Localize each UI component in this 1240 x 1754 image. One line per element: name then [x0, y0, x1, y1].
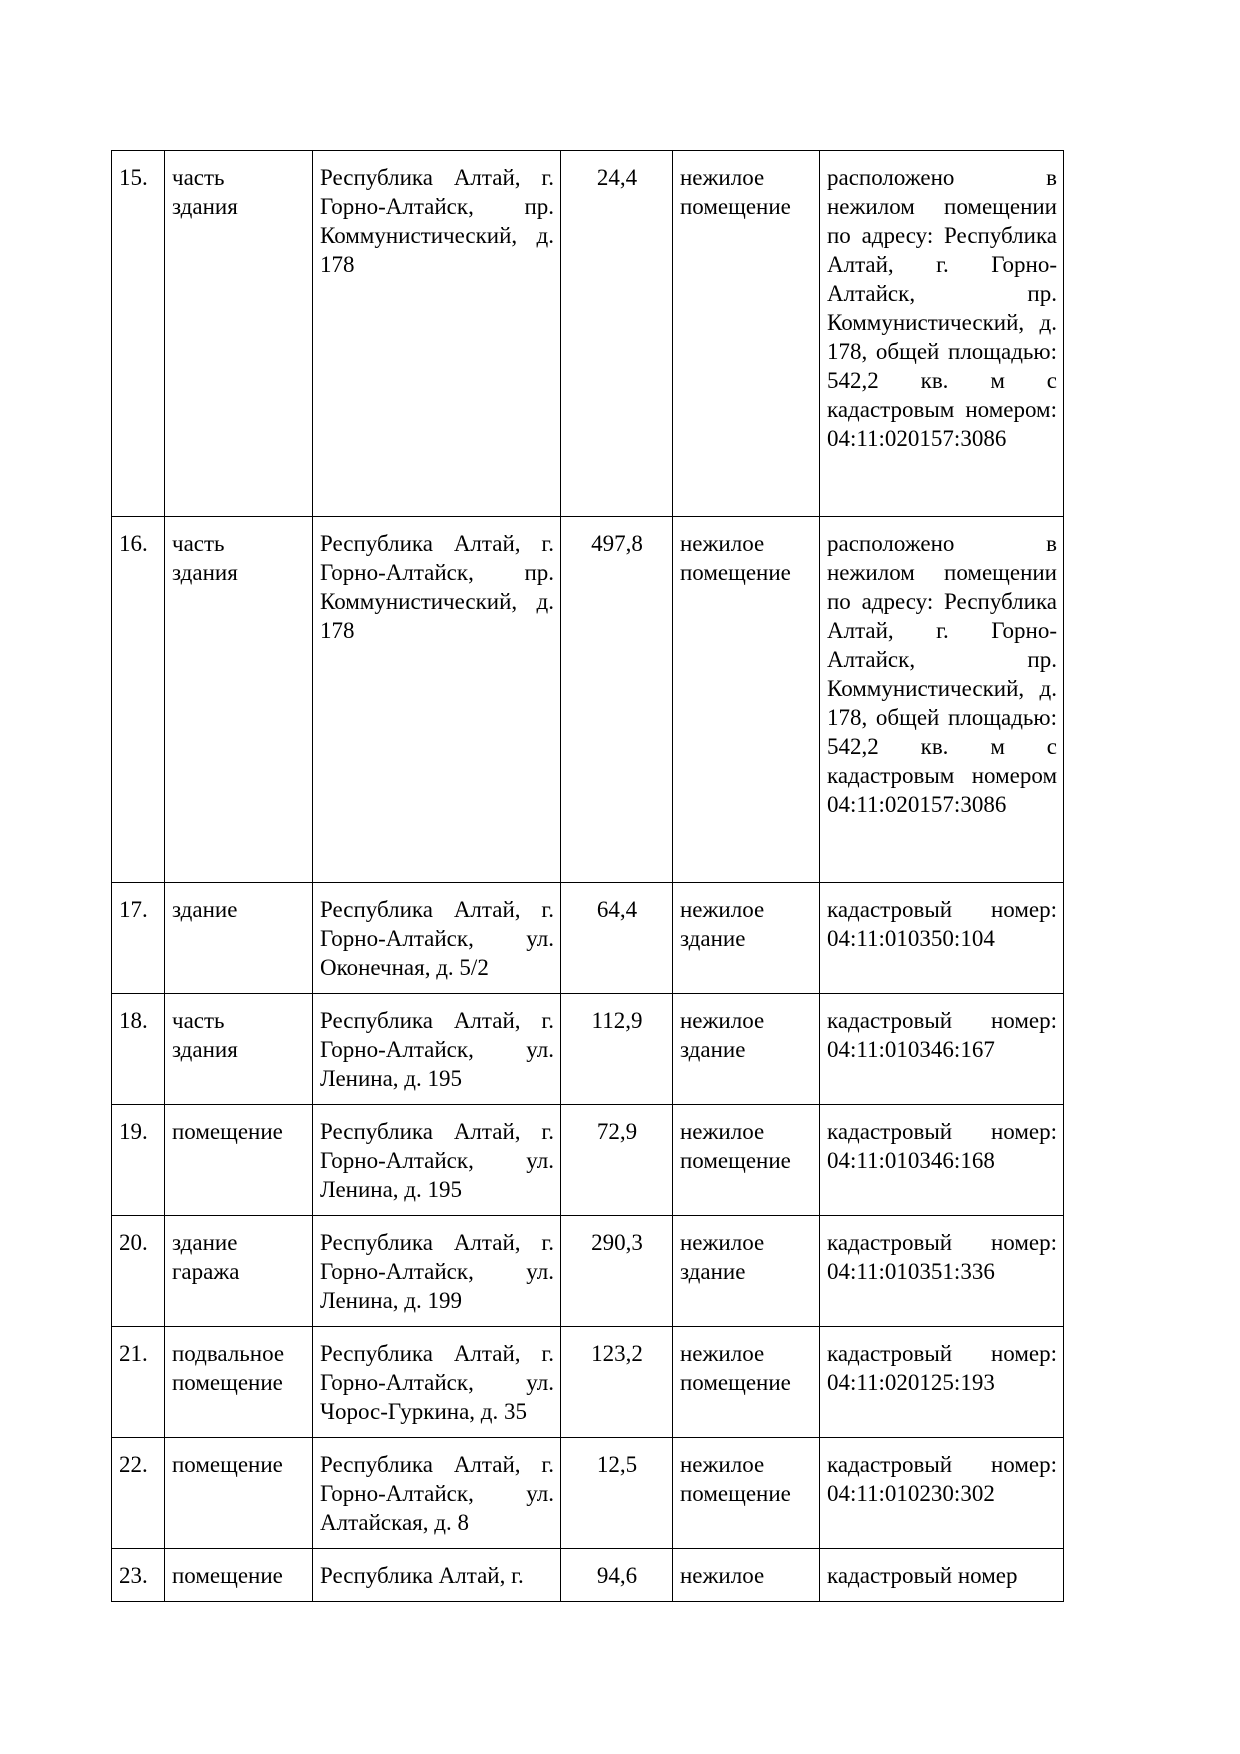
object-area: 290,3 [591, 1230, 643, 1255]
object-name: часть здания [172, 531, 238, 585]
address-cell [313, 1216, 561, 1327]
object-purpose: нежилое помещение [680, 1452, 791, 1506]
row-number-cell [112, 1216, 165, 1327]
object-purpose: нежилое [680, 1563, 765, 1588]
object-purpose: нежилое помещение [680, 1119, 791, 1173]
purpose-cell [673, 994, 820, 1105]
object-name: здание гаража [172, 1230, 240, 1284]
object-name: часть здания [172, 165, 238, 219]
object-name: помещение [172, 1119, 283, 1144]
object-address: Республика Алтай, г. Горно-Алтайск, пр. Коммунистический, д. 178 [320, 531, 554, 643]
table-row [112, 994, 1064, 1105]
object-name: часть здания [172, 1008, 238, 1062]
object-name: подвальное помещение [172, 1341, 285, 1395]
area-cell [561, 1105, 673, 1216]
table-row [112, 1327, 1064, 1438]
purpose-cell [673, 1549, 820, 1602]
address-cell [313, 1327, 561, 1438]
row-number: 15. [119, 165, 148, 190]
note-cell [820, 517, 1064, 883]
object-name-cell [165, 883, 313, 994]
object-address: Республика Алтай, г. Горно-Алтайск, пр. Коммунистический, д. 178 [320, 165, 554, 277]
property-table [111, 150, 1064, 1602]
table-row [112, 1105, 1064, 1216]
object-note: кадастровый номер [827, 1563, 1018, 1588]
note-cell [820, 1438, 1064, 1549]
row-number: 19. [119, 1119, 148, 1144]
area-cell [561, 1549, 673, 1602]
object-name-cell [165, 1105, 313, 1216]
row-number-cell [112, 1327, 165, 1438]
row-number-cell [112, 1549, 165, 1602]
object-area: 64,4 [596, 897, 638, 922]
object-name: помещение [172, 1563, 283, 1588]
purpose-cell [673, 1216, 820, 1327]
row-number: 23. [119, 1563, 148, 1588]
address-cell [313, 1105, 561, 1216]
purpose-cell [673, 1105, 820, 1216]
area-cell [561, 1438, 673, 1549]
object-note: кадастровый номер: 04:11:010346:167 [827, 1008, 1057, 1062]
row-number: 17. [119, 897, 148, 922]
object-area: 24,4 [596, 165, 638, 190]
area-cell [561, 883, 673, 994]
object-name-cell [165, 1549, 313, 1602]
object-address: Республика Алтай, г. Горно-Алтайск, ул. Ленина, д. 195 [320, 1119, 554, 1202]
object-note: кадастровый номер: 04:11:020125:193 [827, 1341, 1057, 1395]
object-name-cell [165, 151, 313, 517]
row-number: 21. [119, 1341, 148, 1366]
purpose-cell [673, 1327, 820, 1438]
area-cell [561, 1216, 673, 1327]
table-row [112, 1438, 1064, 1549]
row-number-cell [112, 994, 165, 1105]
note-cell [820, 1216, 1064, 1327]
row-number-cell [112, 1438, 165, 1549]
object-purpose: нежилое здание [680, 1230, 765, 1284]
area-cell [561, 151, 673, 517]
object-address: Республика Алтай, г. Горно-Алтайск, ул. Ленина, д. 195 [320, 1008, 554, 1091]
note-cell [820, 1105, 1064, 1216]
object-name-cell [165, 1216, 313, 1327]
area-cell [561, 517, 673, 883]
object-address: Республика Алтай, г. Горно-Алтайск, ул. Оконечная, д. 5/2 [320, 897, 554, 980]
object-address: Республика Алтай, г. Горно-Алтайск, ул. Ленина, д. 199 [320, 1230, 554, 1313]
object-address: Республика Алтай, г. [320, 1563, 524, 1588]
object-purpose: нежилое помещение [680, 531, 791, 585]
address-cell [313, 517, 561, 883]
row-number: 22. [119, 1452, 148, 1477]
object-note: кадастровый номер: 04:11:010346:168 [827, 1119, 1057, 1173]
table-row [112, 1549, 1064, 1602]
object-address: Республика Алтай, г. Горно-Алтайск, ул. Алтайская, д. 8 [320, 1452, 554, 1535]
address-cell [313, 151, 561, 517]
purpose-cell [673, 1438, 820, 1549]
purpose-cell [673, 883, 820, 994]
row-number-cell [112, 151, 165, 517]
object-area: 497,8 [591, 531, 643, 556]
row-number: 20. [119, 1230, 148, 1255]
table-row [112, 1216, 1064, 1327]
note-cell [820, 883, 1064, 994]
row-number: 16. [119, 531, 148, 556]
note-cell [820, 1549, 1064, 1602]
object-purpose: нежилое здание [680, 1008, 765, 1062]
object-note: расположено в нежилом помещении по адресу: Республика Алтай, г. Горно-Алтайск, пр. Коммунистический, д. 178, общей площадью: 542,2 кв. м с кадастровым номером 04:11:020157:3086 [827, 531, 1057, 817]
object-name-cell [165, 1438, 313, 1549]
table-row [112, 517, 1064, 883]
object-name-cell [165, 994, 313, 1105]
object-note: кадастровый номер: 04:11:010351:336 [827, 1230, 1057, 1284]
note-cell [820, 1327, 1064, 1438]
note-cell [820, 151, 1064, 517]
object-purpose: нежилое здание [680, 897, 765, 951]
object-area: 123,2 [591, 1341, 643, 1366]
area-cell [561, 1327, 673, 1438]
object-name: помещение [172, 1452, 283, 1477]
object-name-cell [165, 1327, 313, 1438]
property-table-body [112, 151, 1064, 1602]
purpose-cell [673, 517, 820, 883]
row-number-cell [112, 517, 165, 883]
object-area: 72,9 [596, 1119, 638, 1144]
row-number: 18. [119, 1008, 148, 1033]
address-cell [313, 883, 561, 994]
note-cell [820, 994, 1064, 1105]
address-cell [313, 994, 561, 1105]
row-number-cell [112, 1105, 165, 1216]
table-row [112, 883, 1064, 994]
object-area: 12,5 [596, 1452, 638, 1477]
object-area: 94,6 [596, 1563, 638, 1588]
row-number-cell [112, 883, 165, 994]
object-name-cell [165, 517, 313, 883]
object-name: здание [172, 897, 238, 922]
table-row [112, 151, 1064, 517]
purpose-cell [673, 151, 820, 517]
object-purpose: нежилое помещение [680, 1341, 791, 1395]
object-address: Республика Алтай, г. Горно-Алтайск, ул. Чорос-Гуркина, д. 35 [320, 1341, 554, 1424]
address-cell [313, 1549, 561, 1602]
object-note: кадастровый номер: 04:11:010350:104 [827, 897, 1057, 951]
object-purpose: нежилое помещение [680, 165, 791, 219]
object-note: расположено в нежилом помещении по адресу: Республика Алтай, г. Горно-Алтайск, пр. Коммунистический, д. 178, общей площадью: 542,2 кв. м с кадастровым номером: 04:11:020157:3086 [827, 165, 1057, 451]
object-area: 112,9 [591, 1008, 643, 1033]
address-cell [313, 1438, 561, 1549]
object-note: кадастровый номер: 04:11:010230:302 [827, 1452, 1057, 1506]
area-cell [561, 994, 673, 1105]
